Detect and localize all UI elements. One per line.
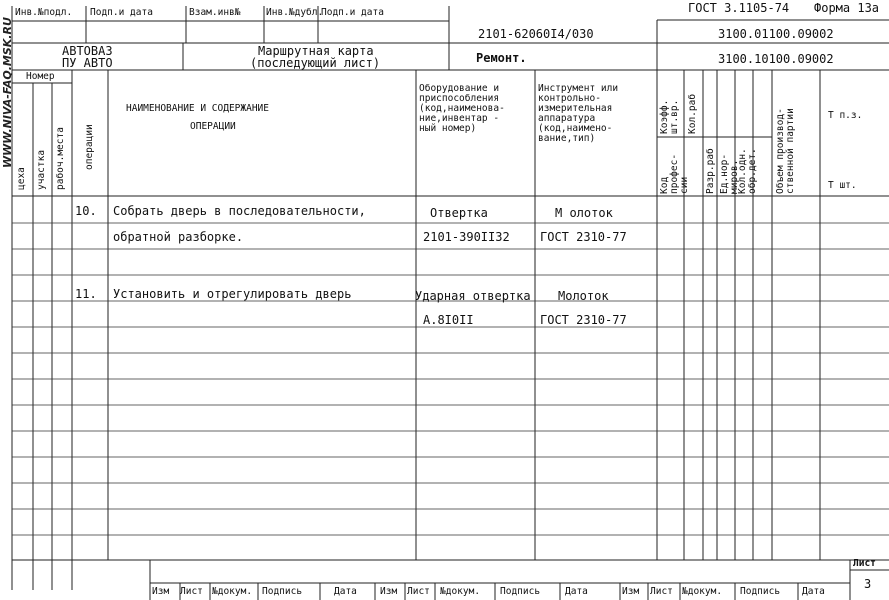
- stamp-inv-dubl: Инв.№дубл.: [266, 7, 324, 18]
- footer-list-1: Лист: [180, 586, 203, 597]
- tsht-header: Т шт.: [828, 180, 857, 191]
- op-10-text-1: Собрать дверь в последовательности,: [113, 204, 366, 218]
- footer-data-2: Дата: [565, 586, 588, 597]
- naim-header-line1: НАИМЕНОВАНИЕ И СОДЕРЖАНИЕ: [126, 103, 269, 114]
- ed-norm-header: Ед.нор- миров.: [719, 153, 740, 194]
- operacii-header: операции: [84, 124, 95, 170]
- footer-podpis-3: Подпись: [740, 586, 781, 597]
- footer-list-3: Лист: [650, 586, 673, 597]
- form-number: Форма 13а: [814, 1, 880, 15]
- document-number: 2101-62060I4/030: [478, 27, 594, 41]
- instr-header: Инструмент или контрольно- измерительная аппаратура (код,наимено- вание,тип): [538, 83, 619, 144]
- footer-data-1: Дата: [334, 586, 357, 597]
- op-10-tool-1: М олоток: [555, 206, 613, 220]
- uchastka-header: участка: [36, 149, 47, 190]
- remont-label: Ремонт.: [476, 51, 527, 65]
- tpz-header: Т п.з.: [828, 110, 863, 121]
- kol-odn-header: Кол.одн. обр.дет.: [737, 148, 758, 194]
- code-1: 3100.01100.09002: [718, 27, 834, 41]
- op-10-tool-2: ГОСТ 2310-77: [540, 230, 627, 244]
- kod-prof-header: Код профес- сии: [659, 153, 690, 194]
- oborud-header: Оборудование и приспособления (код,наименова- ние,инвентар - ный номер): [419, 83, 505, 134]
- rab-mesta-header: рабоч.места: [55, 127, 66, 190]
- op-10-equip-1: Отвертка: [430, 206, 488, 220]
- footer-izm-1: Изм: [152, 586, 170, 597]
- gost-standard: ГОСТ 3.1105-74: [688, 1, 790, 15]
- footer-data-3: Дата: [802, 586, 825, 597]
- op-10-equip-2: 2101-390II32: [423, 230, 510, 244]
- stamp-inv-podl: Инв.№подл.: [15, 7, 73, 18]
- footer-izm-2: Изм: [380, 586, 398, 597]
- org-name: АВТОВАЗ: [62, 44, 113, 58]
- nomer-header: Номер: [26, 71, 55, 82]
- code-2: 3100.10100.09002: [718, 52, 834, 66]
- razr-rab-header: Разр.раб: [705, 148, 716, 194]
- stamp-podp-data-1: Подп.и дата: [90, 7, 153, 18]
- stamp-podp-data-2: Подп.и дата: [321, 7, 384, 18]
- op-11-number: 11.: [75, 287, 97, 301]
- op-11-equip-2: А.8I0II: [423, 313, 474, 327]
- op-10-number: 10.: [75, 204, 97, 218]
- op-11-equip-1: Ударная отвертка: [415, 289, 531, 303]
- ceha-header: цеха: [16, 167, 27, 190]
- org-sub: ПУ АВТО: [62, 56, 113, 70]
- footer-ndokum-2: №докум.: [440, 586, 481, 597]
- koef-header: Коэфф. шт.вр.: [659, 99, 680, 134]
- footer-podpis-2: Подпись: [500, 586, 541, 597]
- footer-izm-3: Изм: [622, 586, 640, 597]
- naim-header-line2: ОПЕРАЦИИ: [190, 121, 236, 132]
- footer-list-2: Лист: [407, 586, 430, 597]
- op-11-tool-2: ГОСТ 2310-77: [540, 313, 627, 327]
- op-11-text-1: Установить и отрегулировать дверь: [113, 287, 352, 301]
- list-label: Лист: [853, 558, 876, 569]
- stamp-vzam-inv: Взам.инв№: [189, 7, 241, 18]
- doc-subtitle: (последующий лист): [250, 56, 381, 70]
- footer-ndokum-3: №докум.: [682, 586, 723, 597]
- footer-ndokum-1: №докум.: [212, 586, 253, 597]
- footer-podpis-1: Подпись: [262, 586, 303, 597]
- obem-header: Объем производ- ственной партии: [775, 108, 796, 194]
- side-url-text: WWW.NIVA-FAQ.MSK.RU: [1, 17, 14, 168]
- op-11-tool-1: Молоток: [558, 289, 609, 303]
- list-number: 3: [864, 577, 872, 591]
- op-10-text-2: обратной разборке.: [113, 230, 244, 244]
- kol-rab-header: Кол.раб: [687, 93, 698, 134]
- doc-title: Маршрутная карта: [258, 44, 374, 58]
